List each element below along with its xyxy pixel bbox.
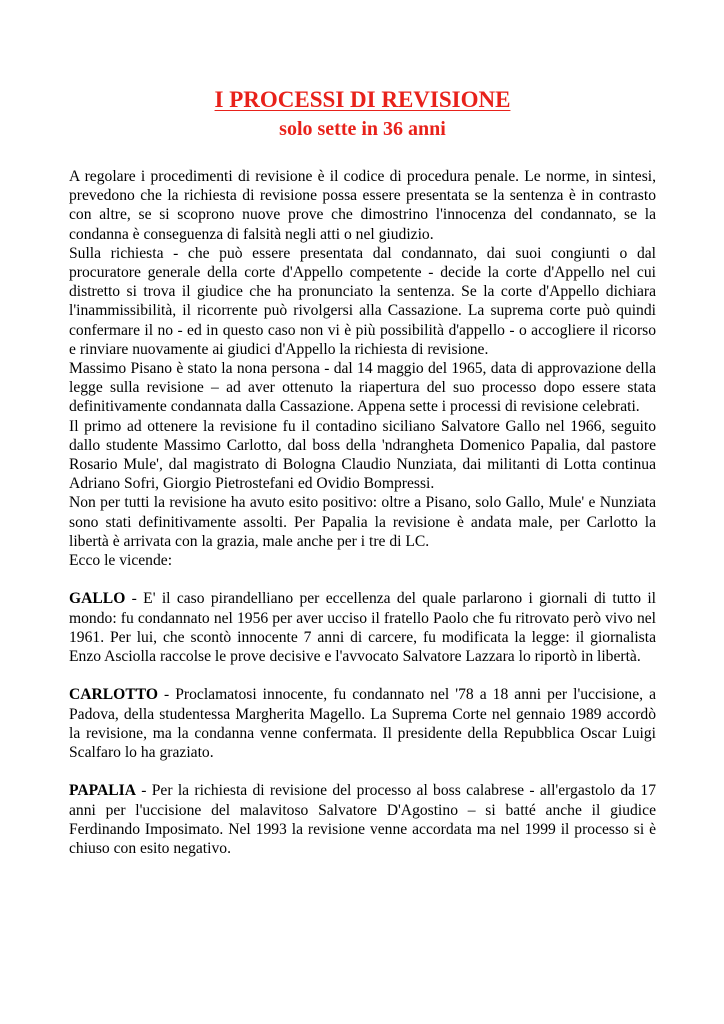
case-name-papalia: PAPALIA: [69, 782, 136, 800]
paragraph-first-cases: Il primo ad ottenere la revisione fu il contadino siciliano Salvatore Gallo nel 1966, seguito dallo studente Massimo Carlotto, dal boss della 'ndrangheta Domenico Papalia, dal pastore Rosario Mule', dal magistrato di Bologna Claudio Nunziata, dai militanti di Lotta continua Adriano Sofri, Giorgio Pietrostefani ed Ovidio Bompressi.: [69, 417, 656, 493]
case-name-carlotto: CARLOTTO: [69, 686, 158, 704]
document-page: [69, 86, 656, 858]
title-text: I PROCESSI DI REVISIONE: [214, 87, 511, 112]
case-text-carlotto: - Proclamatosi innocente, fu condannato nel '78 a 18 anni per l'uccisione, a Padova, della studentessa Margherita Magello. La Suprema Corte nel gennaio 1989 accordò la revisione, ma la condanna venne confermata. Il presidente della Repubblica Oscar Luigi Scalfaro lo ha graziato.: [69, 686, 656, 762]
paragraph-intro: A regolare i procedimenti di revisione è il codice di procedura penale. Le norme, in sintesi, prevedono che la richiesta di revisione possa essere presentata se la sentenza è in contrasto con altre, se si scoprono nuove prove che dimostrino l'innocenza del condannato, se la condanna è conseguenza di falsità negli atti o nel giudizio.: [69, 168, 656, 243]
paragraph-outcomes: Non per tutti la revisione ha avuto esito positivo: oltre a Pisano, solo Gallo, Mule' e Nunziata sono stati definitivamente assolti. Per Papalia la revisione è andata male, per Carlotto la libertà è arrivata con la grazia, male anche per i tre di LC.: [69, 494, 656, 550]
page-title: [69, 86, 656, 113]
case-papalia: [69, 781, 656, 858]
case-text-gallo: - E' il caso pirandelliano per eccellenza del quale parlarono i giornali di tutto il mondo: fu condannato nel 1956 per aver ucciso il fratello Paolo che fu ritrovato però vivo nel 1961. Per lui, che scontò innocente 7 anni di carcere, fu modificata la legge: il giornalista Enzo Asciolla raccolse le prove decisive e l'avvocato Salvatore Lazzara lo riportò in libertà.: [69, 590, 656, 666]
page-subtitle: solo sette in 36 anni: [279, 118, 446, 140]
case-name-gallo: GALLO: [69, 590, 126, 608]
paragraph-pisano: Massimo Pisano è stato la nona persona - dal 14 maggio del 1965, data di approvazione della legge sulla revisione – ad aver ottenuto la riapertura del suo processo dopo essere stata definitivamente condannata dalla Cassazione. Appena sette i processi di revisione celebrati.: [69, 360, 656, 416]
case-gallo: [69, 589, 656, 666]
case-text-papalia: - Per la richiesta di revisione del processo al boss calabrese - all'ergastolo da 17 anni per l'uccisione del malavitoso Salvatore D'Agostino – si batté anche il giudice Ferdinando Imposimato. Nel 1993 la revisione venne accordata ma nel 1999 il processo si è chiuso con esito negativo.: [69, 782, 656, 858]
case-carlotto: [69, 685, 656, 762]
paragraph-lead-in: Ecco le vicende:: [69, 552, 173, 570]
paragraph-procedure: Sulla richiesta - che può essere presentata dal condannato, dai suoi congiunti o dal procuratore generale della corte d'Appello competente - decide la corte d'Appello nel cui distretto si trova il giudice che ha pronunciato la sentenza. Se la corte d'Appello dichiara l'inammissibilità, il ricorrente può rivolgersi alla Cassazione. La suprema corte può quindi confermare il no - ed in questo caso non vi è più possibilità d'appello - o accogliere il ricorso e rinviare nuovamente ai giudici d'Appello la richiesta di revisione.: [69, 244, 656, 358]
article-body: [69, 167, 656, 858]
